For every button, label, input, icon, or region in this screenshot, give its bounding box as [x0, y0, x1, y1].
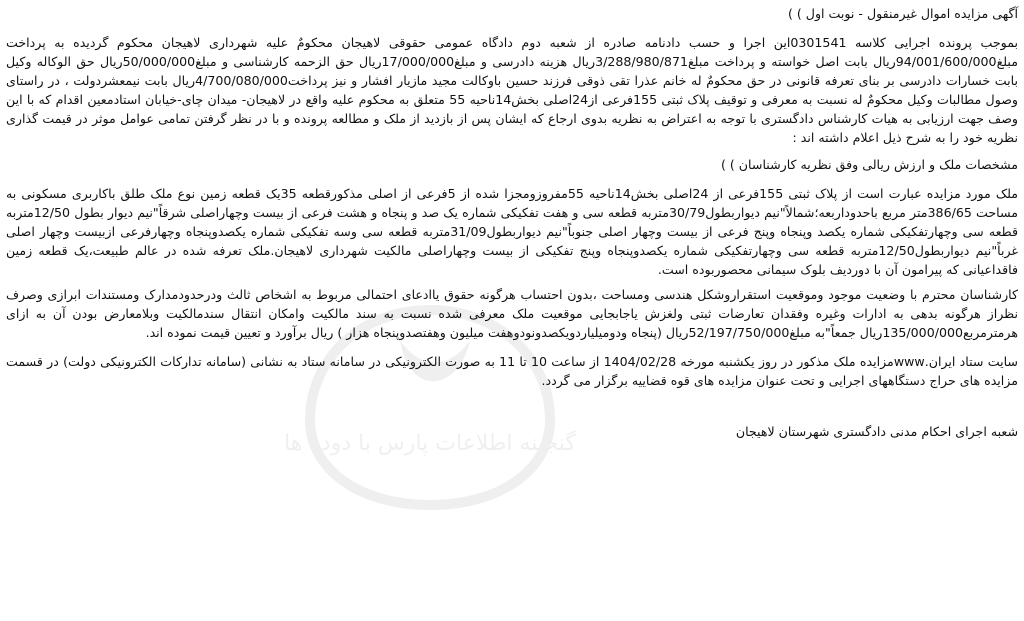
intro-paragraph: بموجب پرونده اجرایی کلاسه 0301541این اجرا و حسب دادنامه صادره از شعبه دوم دادگاه عمومی حقوقی لاهیجان محکومٌ علیه شهرداری لاهیجان محکوم گردیده به پرداخت مبلغ94/001/600/000ریال بابت اصل خواسته و پرداخت مبلغ3/288/980/871ریال هزینه دادرسی و مبلغ17/000/000ریال حق الزحمه کارشناسی و مبلغ50/000/000ریال حق الوکاله وکیل بابت خسارات دادرسی بر بنای تعرفه قانونی در حق محکومٌ له خانم عذرا تقی ذوقی فرزند حسین باوکالت مجید مازیار افشار و نیز پرداخت4/700/080/000ریال بابت نیمعشردولت ، در راستای وصول مطالبات وکیل محکومٌ له نسبت به معرفی و توقیف پلاک ثبتی 155فرعی از24اصلی بخش14ناحیه 55 متعلق به محکوم علیه واقع در لاهیجان- میدان چای-خیابان استادمعین اقدام که با این وصف جهت ارزیابی به هیات کارشناس دادگستری با توجه به اعتراض به نظریه بدوی ارجاع که ایشان پس از بازدید از ملک و مطالعه پرونده و با در نظر گرفتن تمامی عوامل موثر در قیمت گذاری نظریه خود را به شرح ذیل اعلام داشته اند : — [6, 35, 1018, 145]
issuer-signature: شعبه اجرای احکام مدنی دادگستری شهرستان لاهیجان — [735, 424, 1018, 439]
section-heading: مشخصات ملک و ارزش ریالی وفق نظریه کارشناسان ) ) — [720, 157, 1018, 172]
watermark-text: گنجینه اطلاعات پارس با دوده ها — [284, 431, 576, 456]
valuation-paragraph: کارشناسان محترم با وضعیت موجود وموقعیت استقراروشکل هندسی ومساحت ،بدون احتساب هرگونه حقوق یاادعای احتمالی مربوط به اشخاص ثالث ودرحدودمدارک ومستندات ابرازی وصرف نظراز هرگونه بدهی به ادارات وغیره وفقدان تعارضات ثبتی ولغزش یاجابجایی موقعیت ملک معرفی شده نسبت به سند مالکیت وامکان انتقال سندمالکیت وبلامعارض بودن آن به ازای هرمترمربع135/000/000ریال جمعاً"به مبلغ52/197/750/000ریال (پنجاه ودومیلیاردویکصدونودوهفت میلیون وهفتصدوپنجاه هزار ) ریال برآورد و تعیین قیمت نموده اند. — [6, 287, 1018, 340]
notice-body — [6, 4, 1018, 441]
notice-title: آگهی مزایده اموال غیرمنقول - نوبت اول ) ) — [787, 6, 1018, 21]
auction-paragraph: سایت ستاد ایران.wwwمزایده ملک مذکور در روز یکشنبه مورخه 1404/02/28 از ساعت 10 تا 11 به صورت الکترونیکی در سامانه ستاد به نشانی (سامانه تدارکات الکترونیکی دولت) در قسمت مزایده های حراج دستگاههای اجرایی و تحت عنوان مزایده های قوه قضاییه برگزار می گردد. — [6, 354, 1018, 388]
property-description-paragraph: ملک مورد مزایده عبارت است از پلاک ثبتی 155فرعی از 24اصلی بخش14ناحیه 55مفروزومجزا شده از 5فرعی از اصلی مذکورقطعه 35یک قطعه زمین نوع ملک طلق باکاربری مسکونی به مساحت 386/65متر مربع باحدوداربعه؛شمالاً"نیم دیواربطول30/79متربه قطعه سی و هفت تفکیکی شماره یک صد و پنجاه و هشت فرعی از بیست وچهاراصلی شرقاً"نیم دیوار بطول 12/50متربه قطعه سی وچهارتفکیکی شماره یکصد وپنجاه وپنج فرعی از بیست وچهار اصلی جنوباً"نیم دیواربطول31/09متربه قطعه سی وسه تفکیکی شماره یکصدوپنجاه وچهارفرعی ازبیست وچهار اصلی غرباً"نیم دیواربطول12/50متربه قطعه سی وچهارتفکیکی شماره یکصدوپنجاه وپنج تفکیکی از بیست وچهاراصلی مالکیت شهرداری لاهیجان.ملک تعرفه شده در عالم طبیعت،یک قطعه زمین فاقداعیانی که پیرامون آن با دوردیف بلوک سیمانی محصوربوده است. — [6, 186, 1019, 277]
